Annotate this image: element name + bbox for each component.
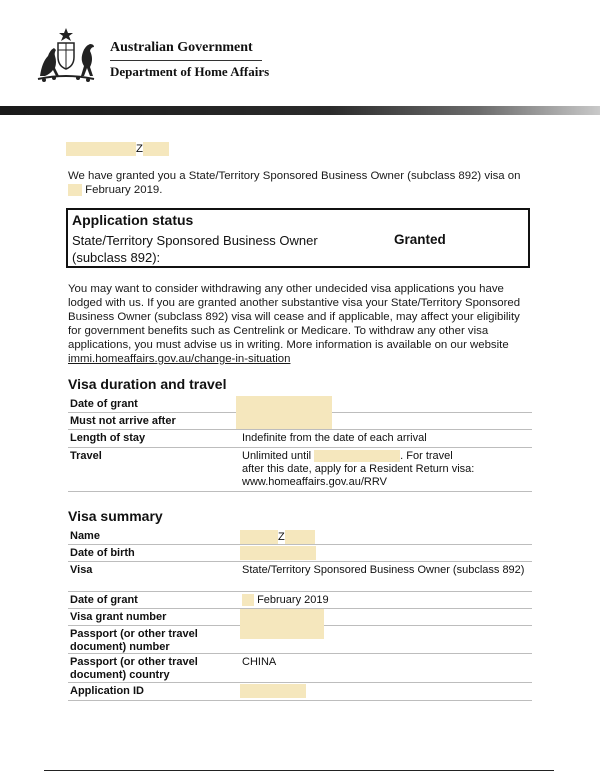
footer-divider (44, 770, 554, 771)
travel-suffix: . For travel (400, 450, 453, 462)
name-label: Name (70, 530, 100, 542)
application-status-box (66, 208, 530, 268)
redacted-block (68, 184, 82, 196)
table-row (68, 592, 532, 609)
withdrawal-advice-text: You may want to consider withdrawing any other undecided visa applications you have lodged with us. If you are granted another substantive visa your State/Territory Sponsored Business Owner (subclass 892) visa will cease and if applicable, may affect your eligibility for government benefits such as Centrelink or Medicare. To withdraw any other visa applications, you must advise us in writing. More information is available on our website (68, 283, 521, 351)
header-bar (0, 106, 600, 115)
table-row (68, 396, 532, 413)
visa-duration-table (68, 396, 532, 492)
recipient-name-suffix: Z (136, 143, 143, 156)
application-status-value: Granted (394, 232, 446, 247)
must-not-arrive-label: Must not arrive after (70, 415, 176, 427)
header-divider (110, 60, 262, 61)
application-status-title: Application status (72, 212, 194, 228)
visa-summary-table (68, 528, 532, 701)
visa-summary-title: Visa summary (68, 508, 163, 524)
government-title: Australian Government (110, 40, 253, 55)
table-row (68, 448, 532, 492)
travel-label: Travel (70, 450, 102, 462)
length-of-stay-label: Length of stay (70, 432, 146, 444)
travel-value (242, 450, 528, 489)
department-title: Department of Home Affairs (110, 64, 270, 79)
recipient-name (66, 142, 169, 156)
visa-label: Visa (70, 564, 93, 576)
table-row (68, 413, 532, 430)
redacted-block (240, 684, 306, 698)
redacted-block (240, 546, 316, 560)
summary-date-of-grant-label: Date of grant (70, 594, 138, 606)
date-of-grant-label: Date of grant (70, 398, 138, 410)
letterhead (0, 0, 600, 116)
passport-country-label: Passport (or other travel document) country (70, 656, 198, 681)
change-in-situation-link[interactable]: immi.homeaffairs.gov.au/change-in-situation (68, 353, 291, 365)
redacted-block (285, 530, 315, 544)
visa-duration-title: Visa duration and travel (68, 376, 227, 392)
coat-of-arms-icon (34, 26, 98, 84)
redacted-block (314, 450, 400, 462)
rrv-link[interactable]: www.homeaffairs.gov.au/RRV (242, 476, 387, 488)
table-row (68, 609, 532, 626)
name-suffix: Z (278, 530, 285, 543)
application-status-visa: State/Territory Sponsored Business Owner (subclass 892): (72, 233, 318, 265)
application-id-label: Application ID (70, 685, 144, 697)
table-row (68, 654, 532, 683)
redacted-block (66, 142, 136, 156)
table-row (68, 528, 532, 545)
visa-value: State/Territory Sponsored Business Owner (subclass 892) (242, 564, 525, 576)
grant-notice-date (68, 183, 538, 197)
passport-number-label: Passport (or other travel document) number (70, 628, 198, 653)
length-of-stay-value: Indefinite from the date of each arrival (242, 432, 427, 444)
table-row (68, 683, 532, 701)
grant-notice-date-suffix: February 2019. (85, 184, 163, 196)
table-row (68, 626, 532, 654)
travel-line2: after this date, apply for a Resident Return visa: (242, 463, 475, 475)
table-row (68, 562, 532, 592)
redacted-block (240, 530, 278, 544)
passport-country-value: CHINA (242, 656, 277, 668)
redacted-block (242, 594, 254, 606)
summary-grant-date-text: February 2019 (257, 594, 329, 606)
date-of-birth-label: Date of birth (70, 547, 135, 559)
name-value (240, 530, 526, 544)
grant-notice-line1: We have granted you a State/Territory Sponsored Business Owner (subclass 892) visa on (68, 170, 521, 182)
travel-prefix: Unlimited until (242, 450, 312, 462)
visa-grant-number-label: Visa grant number (70, 611, 167, 623)
table-row (68, 545, 532, 562)
summary-date-of-grant-value (242, 594, 528, 607)
grant-notice (68, 169, 538, 197)
table-row (68, 430, 532, 448)
withdrawal-advice (68, 282, 534, 366)
redacted-block (143, 142, 169, 156)
